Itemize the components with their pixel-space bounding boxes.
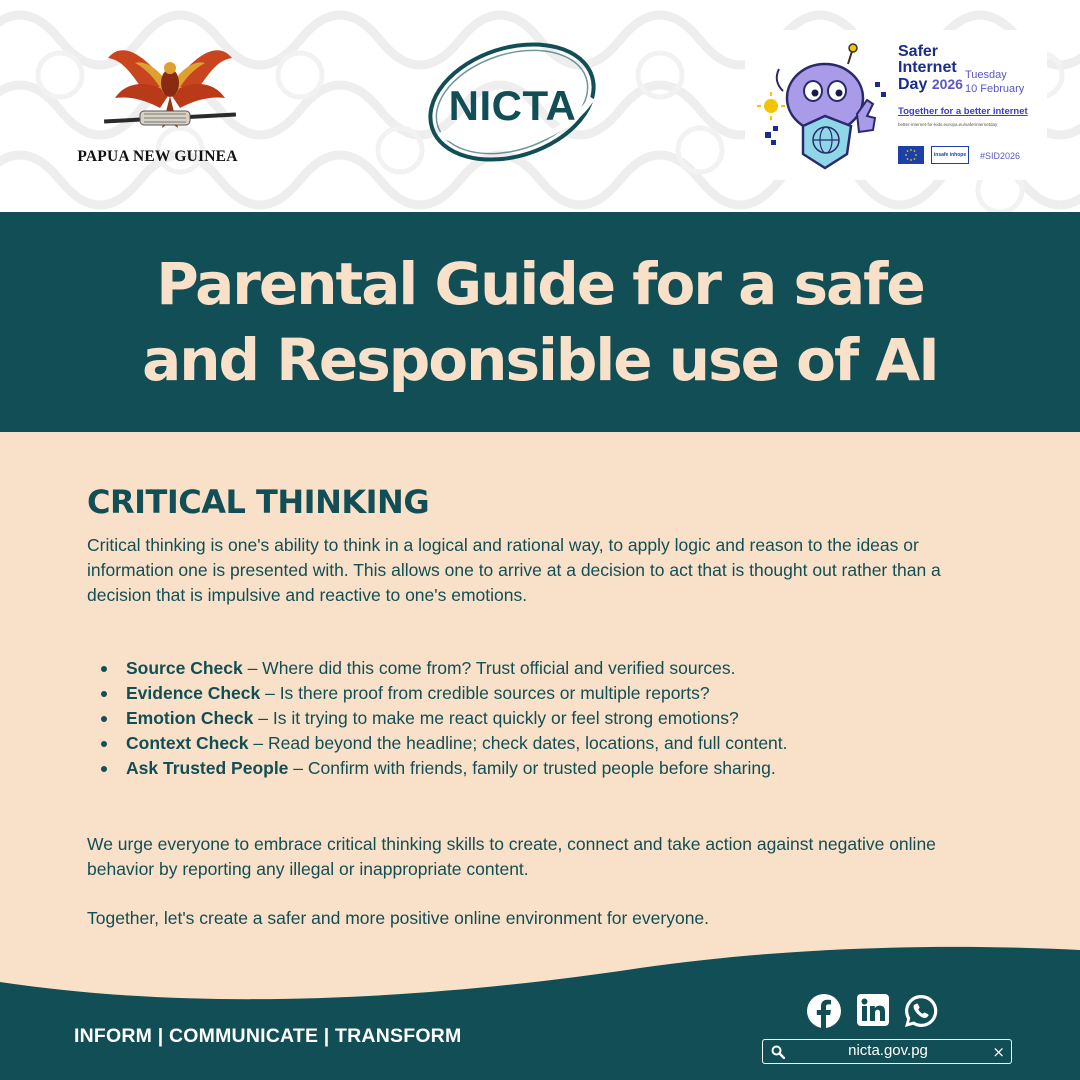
- check-name: Ask Trusted People: [126, 758, 289, 778]
- urge-paragraph: We urge everyone to embrace critical thinking skills to create, connect and take action against negative online behavior by reporting any illegal or inappropriate content.: [87, 834, 936, 879]
- sid-title-day: Day: [898, 76, 928, 93]
- close-icon[interactable]: ×: [992, 1043, 1005, 1061]
- sid-url: better-internet-for-kids.europa.eu/saferinternetday: [898, 122, 998, 127]
- whatsapp-icon[interactable]: [903, 993, 939, 1029]
- check-name: Evidence Check: [126, 683, 261, 703]
- safer-internet-day-badge: [745, 30, 1047, 180]
- search-text[interactable]: nicta.gov.pg: [848, 1042, 928, 1059]
- insafe-inhope-logo: insafe inhope: [931, 146, 969, 164]
- linkedin-icon[interactable]: [856, 993, 892, 1029]
- section-heading: CRITICAL THINKING: [87, 483, 430, 521]
- png-caption: PAPUA NEW GUINEA: [77, 148, 238, 165]
- social-icons: [806, 993, 941, 1029]
- check-name: Context Check: [126, 733, 249, 753]
- together-paragraph: Together, let's create a safer and more positive online environment for everyone.: [87, 908, 710, 928]
- page-title-line2: and Responsible use of AI: [142, 326, 938, 394]
- checks-list: [100, 656, 1000, 781]
- sid-date-text: 10 February: [965, 83, 1025, 95]
- page-title: [142, 246, 938, 398]
- list-item: [100, 706, 1000, 731]
- bird-of-paradise-emblem: [100, 38, 240, 148]
- sid-day: Tuesday: [965, 69, 1007, 81]
- png-emblem-logo: [70, 38, 245, 168]
- list-item: [100, 656, 1000, 681]
- sid-title-line1: Safer: [898, 43, 939, 60]
- check-name: Source Check: [126, 658, 243, 678]
- check-text: – Is there proof from credible sources or multiple reports?: [260, 683, 710, 703]
- sid-mascot-icon: [753, 36, 888, 176]
- title-band: [0, 212, 1080, 432]
- header-banner: [0, 0, 1080, 212]
- list-item: [100, 756, 1000, 781]
- check-text: – Is it trying to make me react quickly or feel strong emotions?: [253, 708, 739, 728]
- list-item: [100, 731, 1000, 756]
- sid-hashtag: #SID2026: [980, 151, 1021, 161]
- sid-title-line2: Internet: [898, 59, 957, 76]
- sid-date: [965, 68, 1024, 96]
- sid-year: 2026: [931, 76, 963, 92]
- check-text: – Read beyond the headline; check dates, locations, and full content.: [248, 733, 788, 753]
- page-title-line1: Parental Guide for a safe: [156, 250, 924, 318]
- nicta-wordmark: NICTA: [448, 82, 577, 129]
- nicta-logo: [420, 38, 605, 166]
- intro-paragraph: Critical thinking is one's ability to think in a logical and rational way, to apply logic and reason to the ideas or information one is presented with. This allows one to arrive at a decision to act that is thought out rather than a decision that is impulsive and reactive to one's emotions.: [87, 535, 941, 605]
- check-name: Emotion Check: [126, 708, 254, 728]
- search-bar[interactable]: [762, 1039, 1012, 1064]
- check-text: – Where did this come from? Trust official and verified sources.: [242, 658, 736, 678]
- footer-motto: INFORM | COMMUNICATE | TRANSFORM: [74, 1025, 462, 1047]
- facebook-icon[interactable]: [806, 993, 842, 1029]
- sid-tagline: Together for a better internet: [898, 106, 1028, 117]
- eu-flag-icon: [898, 146, 924, 164]
- check-text: – Confirm with friends, family or trusted people before sharing.: [288, 758, 776, 778]
- search-icon: [771, 1045, 785, 1059]
- list-item: [100, 681, 1000, 706]
